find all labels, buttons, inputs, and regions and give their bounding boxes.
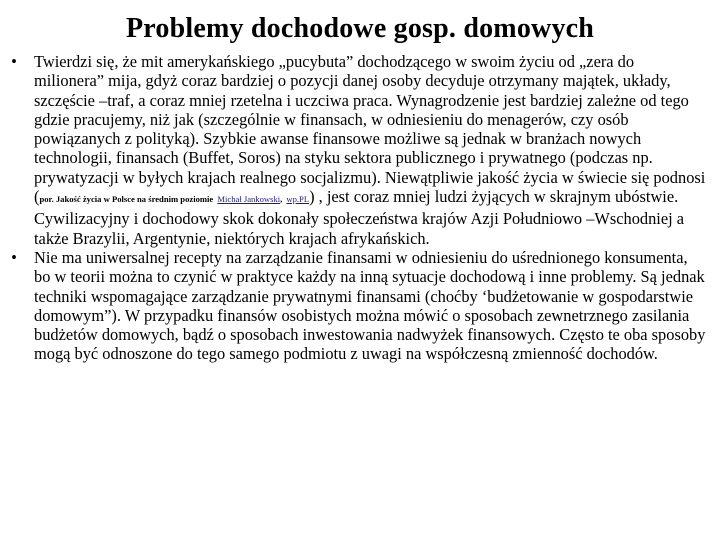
bullet-item-2 bbox=[0, 248, 720, 364]
bullet-list bbox=[0, 52, 720, 364]
citation-separator: , bbox=[280, 194, 283, 205]
bullet-item-1 bbox=[0, 52, 720, 248]
bullet-1-text-end: ) , jest coraz mniej ludzi żyjących w skrajnym ubóstwie. Cywilizacyjny i dochodowy skok dokonały społeczeństwa krajów Azji Południowo –Wschodniej a także Brazylii, Argentynie, niektórych krajach afrykańskich. bbox=[34, 187, 685, 248]
citation-intro: por. Jakość życia w Polsce na średnim poziomie bbox=[39, 194, 214, 205]
slide-title: Problemy dochodowe gosp. domowych bbox=[125, 13, 595, 44]
bullet-dot-icon: • bbox=[11, 247, 17, 267]
citation-author-link[interactable]: Michał Jankowski bbox=[217, 194, 281, 205]
bullet-1-text-start: Twierdzi się, że mit amerykańskiego „pucybuta” dochodzącego w swoim życiu od „zera do milionera” mija, gdyż coraz bardziej o pozycji danej osoby decyduje otrzymany majątek, układy, szczęście –traf, a coraz mniej rzetelna i uczciwa praca. Wynagrodzenie jest bardziej zależne od tego gdzie pracujemy, niż jak (szczególnie w finansach, w odniesieniu do menagerów, czy osób powiązanych z polityką). Szybkie awanse finansowe możliwe są jednak w branżach nowych technologii, finansach (Buffet, Soros) na styku sektora publicznego i prywatnego (podczas np. prywatyzacji w byłych krajach realnego socjalizmu). Niewątpliwie jakość życia w świecie się podnosi ( bbox=[34, 52, 706, 207]
bullet-2-text: Nie ma uniwersalnej recepty na zarządzanie finansami w odniesieniu do uśrednionego konsumenta, bo w teorii można to czynić w praktyce każdy na inną sytuacje dochodową i inne problemy. Są jednak techniki wspomagające zarządzanie prywatnymi finansami (choćby ‘budżetowanie w gospodarstwie domowym”). W przypadku finansów osobistych można mówić o sposobach zewnetrznego zasilania budżetów domowych, bądź o sposobach inwestowania nadwyżek finansowych. Często te oba sposoby mogą być odnoszone do tego samego podmiotu z uwagi na współczesną zmienność dochodów. bbox=[34, 247, 706, 364]
citation-source-link[interactable]: wp.PL bbox=[286, 194, 310, 205]
bullet-dot-icon: • bbox=[11, 52, 17, 71]
